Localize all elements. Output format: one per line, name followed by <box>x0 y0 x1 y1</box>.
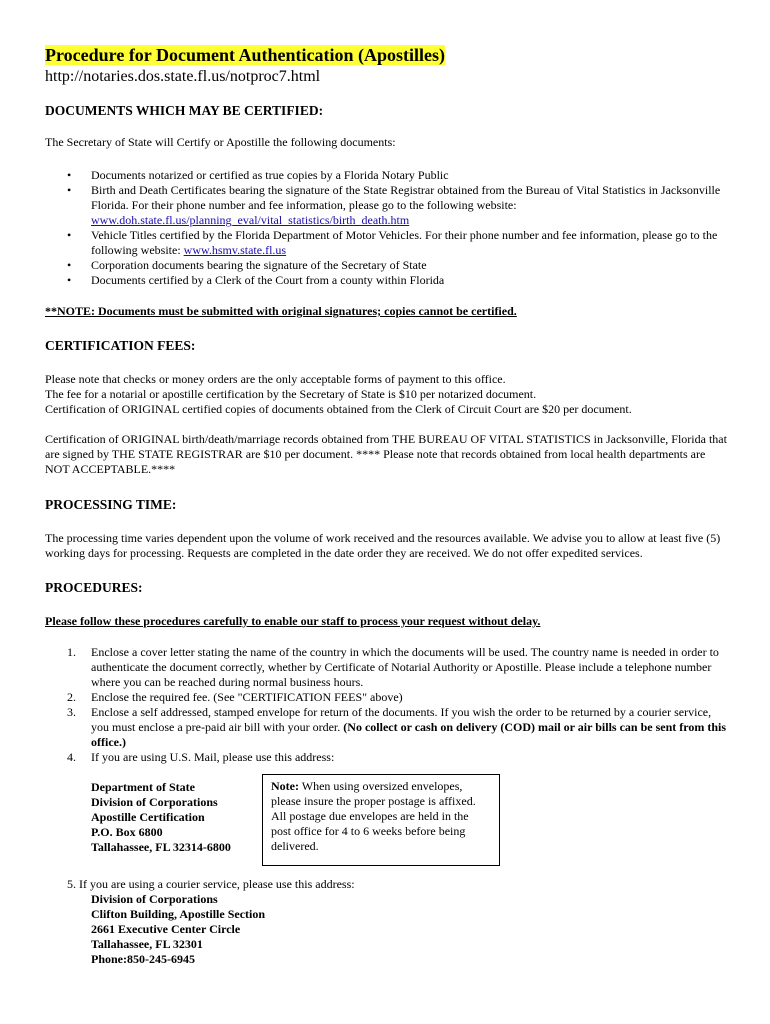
list-item: • Vehicle Titles certified by the Florida Department of Motor Vehicles. For their phone number and fee information, please go to the following website: www.hsmv.state.fl.us <box>45 228 730 258</box>
page-title: Procedure for Document Authentication (Apostilles) <box>45 45 445 65</box>
procedure-step-5: 5. If you are using a courier service, please use this address: <box>67 877 355 891</box>
procedure-step-2: 2. Enclose the required fee. (See "CERTIFICATION FEES" above) <box>67 690 403 704</box>
documents-list <box>45 168 730 288</box>
vital-statistics-link[interactable]: www.doh.state.fl.us/planning_eval/vital_statistics/birth_death.htm <box>91 213 410 227</box>
mail-address: Department of State Division of Corporations Apostille Certification P.O. Box 6800 Tallahassee, FL 32314-6800 <box>91 780 231 854</box>
procedures-heading: PROCEDURES: <box>45 580 143 595</box>
original-signature-note: **NOTE: Documents must be submitted with original signatures; copies cannot be certified. <box>45 304 517 318</box>
procedures-instruction: Please follow these procedures carefully to enable our staff to process your request without delay. <box>45 614 541 628</box>
source-url: http://notaries.dos.state.fl.us/notproc7.html <box>45 68 321 85</box>
fees-line-3: Certification of ORIGINAL certified copies of documents obtained from the Clerk of Circuit Court are $20 per document. <box>45 402 632 416</box>
procedure-step-3: 3. Enclose a self addressed, stamped envelope for return of the documents. If you wish the order to be returned by a courier service, you must enclose a pre-paid air bill with your order. (No collect or cash on delivery (COD) mail or air bills can be sent from this office.) <box>67 705 727 749</box>
list-item: • Birth and Death Certificates bearing the signature of the State Registrar obtained from the Bureau of Vital Statistics in Jacksonville Florida. For their phone number and fee information, please go to the following website: www.doh.state.fl.us/planning_eval/vital_statistics/birth_death.htm <box>45 183 730 228</box>
procedure-steps <box>45 645 730 765</box>
mail-section <box>45 780 730 872</box>
procedure-step-4: 4. If you are using U.S. Mail, please use this address: <box>67 750 335 764</box>
hsmv-link[interactable]: www.hsmv.state.fl.us <box>183 243 287 257</box>
procedure-step-1: 1. Enclose a cover letter stating the name of the country in which the documents will be used. The country name is needed in order to authenticate the document correctly, whether by Certificate of Notarial Authority or Apostille. Please include a telephone number where you can be reached during normal business hours. <box>67 645 719 689</box>
processing-text: The processing time varies dependent upon the volume of work received and the resources available. We advise you to allow at least five (5) working days for processing. Requests are completed in the date order they are received. We do not offer expedited services. <box>45 531 721 560</box>
processing-heading: PROCESSING TIME: <box>45 497 177 512</box>
document-page <box>45 44 730 967</box>
postage-note-box <box>262 774 500 866</box>
note-label: Note: <box>271 779 299 793</box>
documents-intro: The Secretary of State will Certify or Apostille the following documents: <box>45 135 396 149</box>
note-text: When using oversized envelopes, please insure the proper postage is affixed. All postage due envelopes are held in the post office for 4 to 6 weeks before being delivered. <box>271 779 476 853</box>
courier-address: Division of Corporations Clifton Building, Apostille Section 2661 Executive Center Circle Tallahassee, FL 32301 Phone:850-245-6945 <box>91 892 266 966</box>
list-item: • Corporation documents bearing the signature of the Secretary of State <box>45 258 730 273</box>
fees-line-1: Please note that checks or money orders are the only acceptable forms of payment to this office. <box>45 372 506 386</box>
list-item: • Documents notarized or certified as true copies by a Florida Notary Public <box>45 168 730 183</box>
fees-vital-records: Certification of ORIGINAL birth/death/marriage records obtained from THE BUREAU OF VITAL STATISTICS in Jacksonville, Florida that are signed by THE STATE REGISTRAR are $10 per document. **** Please note that records obtained from local health departments are NOT ACCEPTABLE.**** <box>45 432 727 476</box>
list-item: • Documents certified by a Clerk of the Court from a county within Florida <box>45 273 730 288</box>
fees-line-2: The fee for a notarial or apostille certification by the Secretary of State is $10 per notarized document. <box>45 387 537 401</box>
documents-heading: DOCUMENTS WHICH MAY BE CERTIFIED: <box>45 103 324 118</box>
fees-heading: CERTIFICATION FEES: <box>45 338 196 353</box>
